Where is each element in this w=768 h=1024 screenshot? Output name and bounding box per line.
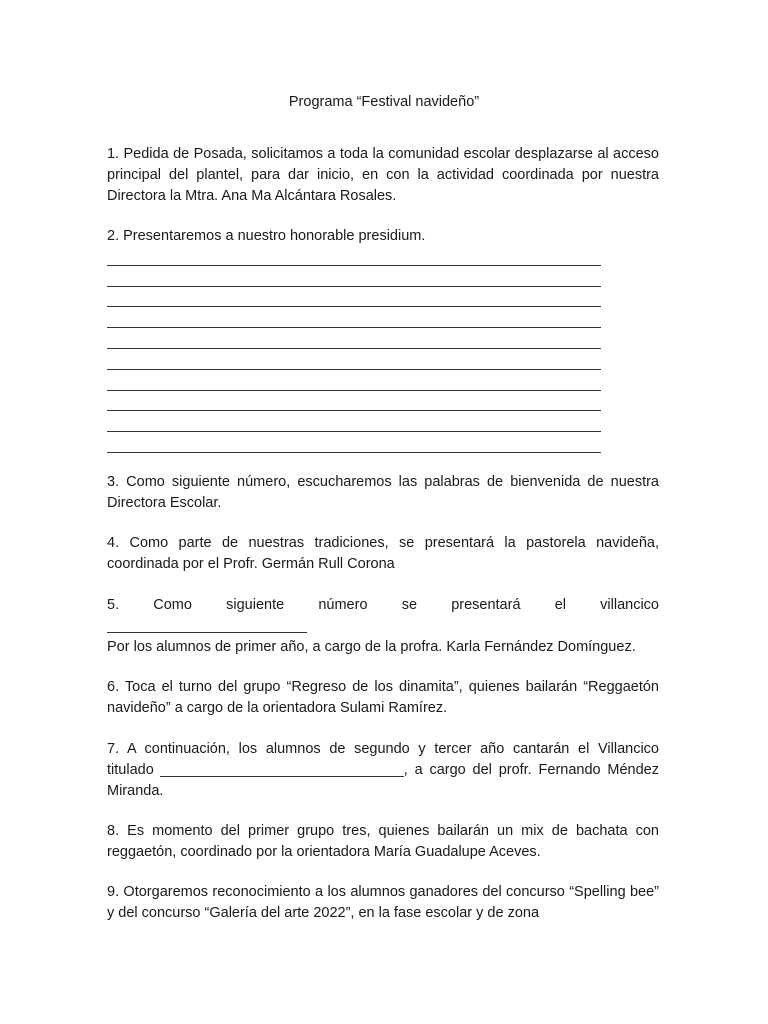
blank-line: [107, 311, 601, 332]
program-item-7-line-1: 7. A continuación, los alumnos de segundo y tercer año cantarán el Villancico: [107, 741, 659, 757]
program-item-9-text: 9. Otorgaremos reconocimiento a los alumnos ganadores del concurso “Spelling bee” y del concurso “Galería del arte 2022”, en la fase escolar y de zona: [107, 884, 659, 921]
item5-word: 5.: [107, 597, 120, 613]
blank-line: [107, 353, 601, 374]
blank-line: [107, 291, 601, 312]
presidium-blank-lines: [107, 249, 601, 457]
program-item-5-line-1: [107, 595, 659, 616]
program-item-3: [107, 472, 659, 514]
item5-word: número: [318, 597, 368, 613]
program-item-6-text: 6. Toca el turno del grupo “Regreso de los dinamita”, quienes bailarán “Reggaetón navideño” a cargo de la orientadora Sulami Ramírez.: [107, 679, 659, 716]
program-item-4: [107, 533, 659, 575]
program-item-2-text: 2. Presentaremos a nuestro honorable presidium.: [107, 228, 426, 244]
program-item-3-text: 3. Como siguiente número, escucharemos las palabras de bienvenida de nuestra Directora Escolar.: [107, 474, 659, 511]
program-item-8-text: 8. Es momento del primer grupo tres, quienes bailarán un mix de bachata con reggaetón, coordinado por la orientadora María Guadalupe Aceves.: [107, 823, 659, 860]
program-item-1: [107, 144, 659, 206]
item5-word: presentará: [451, 597, 521, 613]
program-item-5: [107, 595, 659, 657]
villancico-blank-line: [107, 616, 659, 637]
document-title: Programa “Festival navideño”: [288, 94, 480, 110]
program-item-1-text: 1. Pedida de Posada, solicitamos a toda la comunidad escolar desplazarse al acceso principal del plantel, para dar inicio, en con la actividad coordinada por nuestra Directora la Mtra. Ana Ma Alcántara Rosales.: [107, 146, 659, 204]
program-item-4-text: 4. Como parte de nuestras tradiciones, se presentará la pastorela navideña, coordinada por el Profr. Germán Rull Corona: [107, 535, 659, 572]
program-item-8: [107, 821, 659, 863]
blank-line: [107, 332, 601, 353]
villancico-title-blank: [160, 776, 404, 777]
program-item-9: [107, 882, 659, 924]
item5-word: el: [554, 597, 566, 613]
program-item-7: [107, 739, 659, 801]
item5-word: villancico: [600, 597, 659, 613]
item5-word: Como: [153, 597, 192, 613]
blank-line: [107, 249, 601, 270]
program-item-2: [107, 226, 659, 247]
item5-word: se: [401, 597, 418, 613]
program-item-7-line-2: [107, 760, 659, 781]
blank-line: [107, 270, 601, 291]
blank-line: [107, 374, 601, 395]
blank-line: [107, 395, 601, 416]
program-item-7-line-3: Miranda.: [107, 782, 164, 799]
item5-word: siguiente: [226, 597, 285, 613]
blank-line: [107, 415, 601, 436]
blank-line: [107, 436, 601, 457]
program-item-6: [107, 677, 659, 719]
program-item-5-line-3: Por los alumnos de primer año, a cargo de la profra. Karla Fernández Domínguez.: [107, 638, 636, 655]
item7-titulado: titulado: [107, 761, 154, 778]
item7-after: , a cargo del profr. Fernando Méndez: [403, 761, 659, 778]
